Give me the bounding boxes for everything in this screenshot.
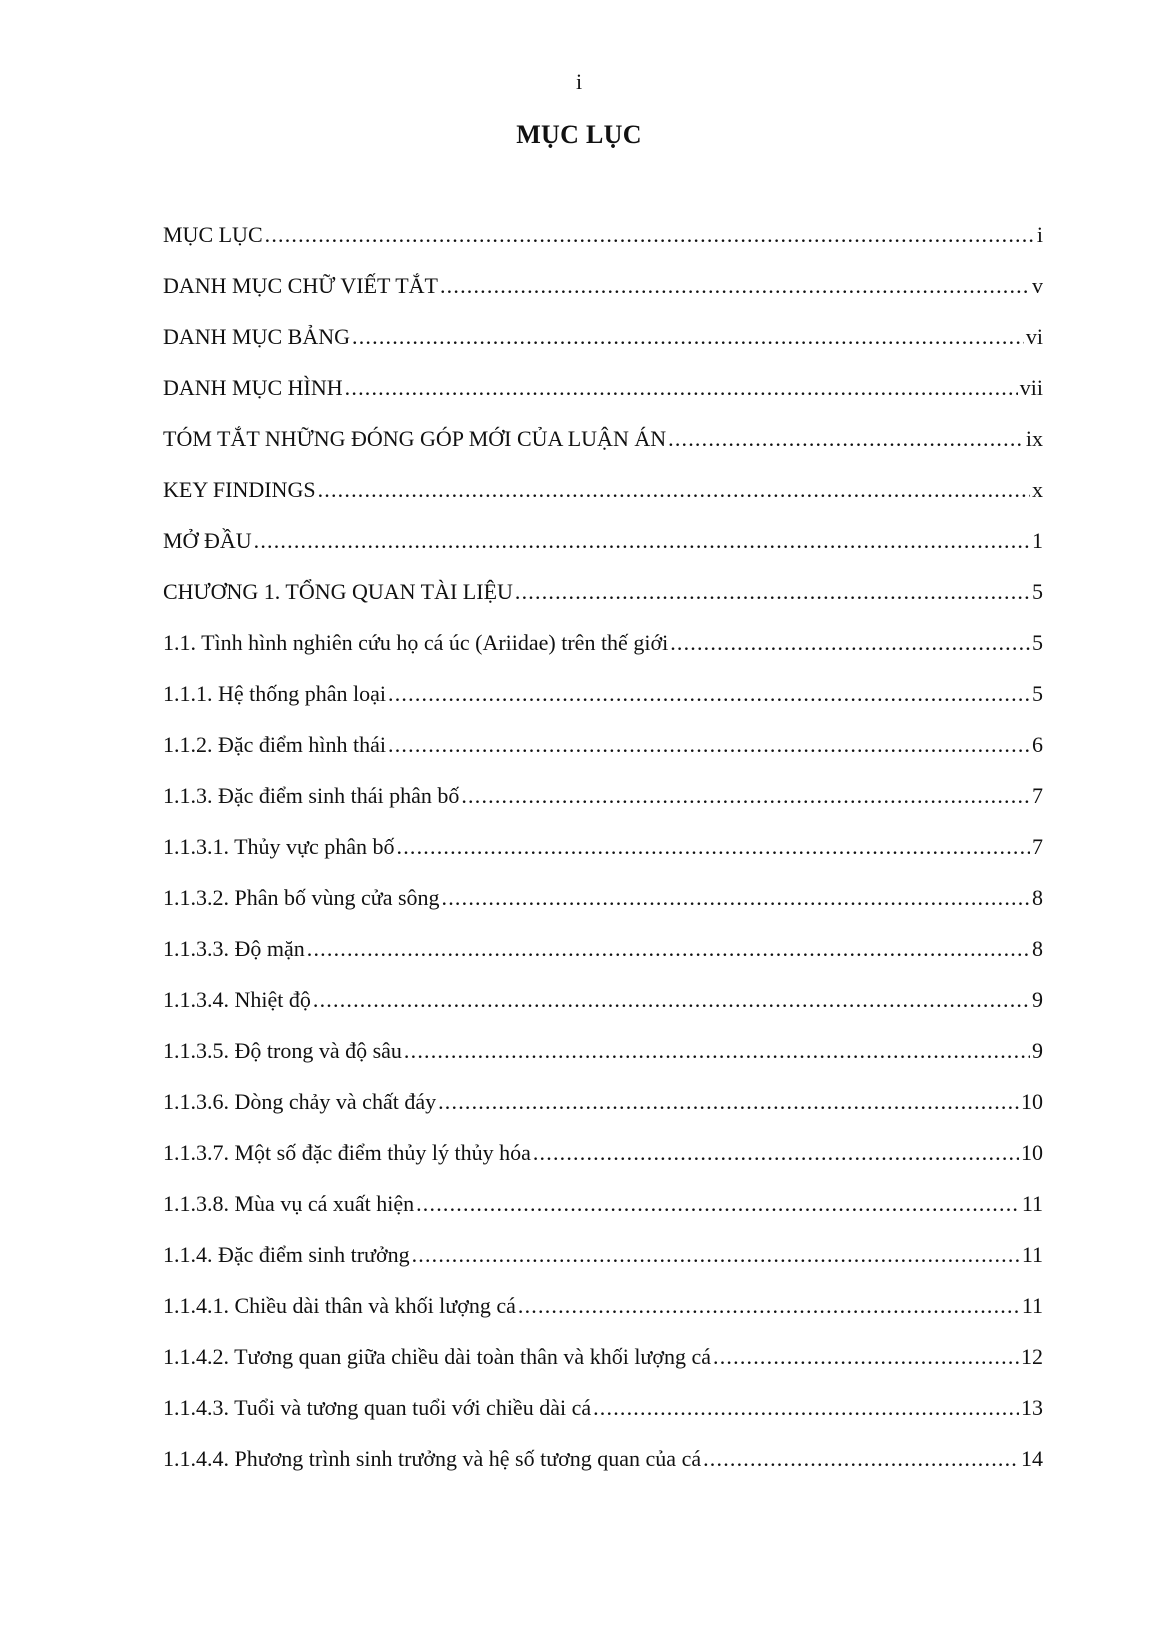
toc-entry-1-1-3-3[interactable] (163, 929, 1043, 980)
toc-entry-muc-luc[interactable] (163, 215, 1043, 266)
toc-entry-page: v (1032, 273, 1043, 298)
toc-entry-1-1-4-3[interactable] (163, 1388, 1043, 1439)
toc-entry-label: DANH MỤC HÌNH (163, 375, 343, 400)
toc-entry-page: 7 (1032, 834, 1043, 859)
toc-entry-label: 1.1.3.1. Thủy vực phân bố (163, 834, 395, 859)
toc-entry-1-1-3-8[interactable] (163, 1184, 1043, 1235)
dot-leader (412, 1235, 1020, 1275)
dot-leader (703, 1439, 1019, 1479)
toc-entry-label: 1.1.3.5. Độ trong và độ sâu (163, 1038, 402, 1063)
toc-entry-page: 10 (1021, 1140, 1043, 1165)
toc-entry-page: i (1036, 222, 1043, 247)
toc-entry-1-1-3-5[interactable] (163, 1031, 1043, 1082)
toc-entry-page: 11 (1021, 1242, 1043, 1267)
page-number: i (575, 69, 583, 94)
toc-entry-label: 1.1.4.1. Chiều dài thân và khối lượng cá (163, 1293, 516, 1318)
toc-entry-label: DANH MỤC CHỮ VIẾT TẮT (163, 273, 438, 298)
toc-entry-danh-muc-bang[interactable] (163, 317, 1043, 368)
toc-entry-page: 1 (1032, 528, 1043, 553)
dot-leader (533, 1133, 1019, 1173)
toc-entry-label: CHƯƠNG 1. TỔNG QUAN TÀI LIỆU (163, 579, 513, 604)
toc-entry-tom-tat[interactable] (163, 419, 1043, 470)
toc-entry-label: KEY FINDINGS (163, 477, 316, 502)
toc-entry-page: ix (1025, 426, 1043, 451)
dot-leader (518, 1286, 1020, 1326)
dot-leader (713, 1337, 1019, 1377)
dot-leader (313, 980, 1030, 1020)
toc-entry-label: TÓM TẮT NHỮNG ĐÓNG GÓP MỚI CỦA LUẬN ÁN (163, 426, 667, 451)
toc-entry-1-1-2[interactable] (163, 725, 1043, 776)
toc-entry-label: 1.1.2. Đặc điểm hình thái (163, 732, 387, 757)
dot-leader (670, 623, 1030, 663)
dot-leader (254, 521, 1030, 561)
toc-entry-label: MỤC LỤC (163, 222, 263, 247)
toc-entry-label: 1.1.3.3. Độ mặn (163, 936, 305, 961)
toc-entry-page: 14 (1021, 1446, 1043, 1471)
toc-entry-label: 1.1.4.2. Tương quan giữa chiều dài toàn thân và khối lượng cá (163, 1344, 712, 1369)
toc-entry-page: 10 (1021, 1089, 1043, 1114)
dot-leader (388, 725, 1030, 765)
toc-entry-page: 6 (1032, 732, 1043, 757)
toc-entry-label: 1.1.3.8. Mùa vụ cá xuất hiện (163, 1191, 415, 1216)
toc-entry-label: MỞ ĐẦU (163, 528, 252, 553)
dot-leader (416, 1184, 1020, 1224)
toc-entry-page: 13 (1021, 1395, 1043, 1420)
toc-entry-1-1[interactable] (163, 623, 1043, 674)
toc-entry-page: 7 (1032, 783, 1043, 808)
toc-entry-page: 11 (1021, 1293, 1043, 1318)
toc-entry-label: 1.1.3. Đặc điểm sinh thái phân bố (163, 783, 460, 808)
toc-entry-chuong-1[interactable] (163, 572, 1043, 623)
toc-entry-danh-muc-hinh[interactable] (163, 368, 1043, 419)
dot-leader (352, 317, 1024, 357)
dot-leader (593, 1388, 1019, 1428)
toc-entry-page: 9 (1032, 1038, 1043, 1063)
toc-entry-mo-dau[interactable] (163, 521, 1043, 572)
toc-entry-page: vii (1019, 375, 1043, 400)
dot-leader (440, 266, 1030, 306)
page-title: MỤC LỤC (516, 120, 642, 149)
toc-entry-label: 1.1.4.4. Phương trình sinh trưởng và hệ số tương quan của cá (163, 1446, 702, 1471)
dot-leader (388, 674, 1030, 714)
toc-entry-label: 1.1.4. Đặc điểm sinh trưởng (163, 1242, 410, 1267)
toc-entry-label: 1.1.3.4. Nhiệt độ (163, 987, 311, 1012)
dot-leader (307, 929, 1030, 969)
toc-entry-1-1-1[interactable] (163, 674, 1043, 725)
toc-entry-label: 1.1.3.7. Một số đặc điểm thủy lý thủy hóa (163, 1140, 531, 1165)
toc-entry-key-findings[interactable] (163, 470, 1043, 521)
toc-entry-label: 1.1.3.2. Phân bố vùng cửa sông (163, 885, 440, 910)
toc-entry-1-1-4[interactable] (163, 1235, 1043, 1286)
toc-entry-page: 5 (1032, 579, 1043, 604)
dot-leader (438, 1082, 1019, 1122)
toc-entry-1-1-3[interactable] (163, 776, 1043, 827)
toc-entry-1-1-3-1[interactable] (163, 827, 1043, 878)
toc-entry-label: 1.1.4.3. Tuổi và tương quan tuổi với chiều dài cá (163, 1395, 592, 1420)
dot-leader (668, 419, 1024, 459)
toc-entry-1-1-4-4[interactable] (163, 1439, 1043, 1490)
toc-entry-page: vi (1025, 324, 1043, 349)
dot-leader (318, 470, 1030, 510)
toc-entry-page: 8 (1032, 936, 1043, 961)
dot-leader (461, 776, 1030, 816)
dot-leader (397, 827, 1031, 867)
toc-entry-1-1-3-2[interactable] (163, 878, 1043, 929)
toc-entry-1-1-4-1[interactable] (163, 1286, 1043, 1337)
toc-entry-page: 8 (1032, 885, 1043, 910)
dot-leader (345, 368, 1018, 408)
toc-entry-1-1-4-2[interactable] (163, 1337, 1043, 1388)
toc-entry-danh-muc-chu-viet-tat[interactable] (163, 266, 1043, 317)
toc-entry-1-1-3-7[interactable] (163, 1133, 1043, 1184)
toc-entry-1-1-3-4[interactable] (163, 980, 1043, 1031)
toc-entry-page: 11 (1021, 1191, 1043, 1216)
toc-entry-1-1-3-6[interactable] (163, 1082, 1043, 1133)
toc-entry-label: DANH MỤC BẢNG (163, 324, 351, 349)
dot-leader (515, 572, 1030, 612)
table-of-contents (163, 215, 1043, 1490)
toc-entry-page: 9 (1032, 987, 1043, 1012)
toc-entry-page: 5 (1032, 681, 1043, 706)
dot-leader (265, 215, 1035, 255)
toc-entry-page: x (1032, 477, 1043, 502)
toc-entry-label: 1.1.1. Hệ thống phân loại (163, 681, 387, 706)
toc-entry-label: 1.1. Tình hình nghiên cứu họ cá úc (Ariidae) trên thế giới (163, 630, 669, 655)
toc-entry-page: 12 (1021, 1344, 1043, 1369)
dot-leader (442, 878, 1030, 918)
toc-entry-label: 1.1.3.6. Dòng chảy và chất đáy (163, 1089, 437, 1114)
toc-entry-page: 5 (1032, 630, 1043, 655)
dot-leader (404, 1031, 1030, 1071)
